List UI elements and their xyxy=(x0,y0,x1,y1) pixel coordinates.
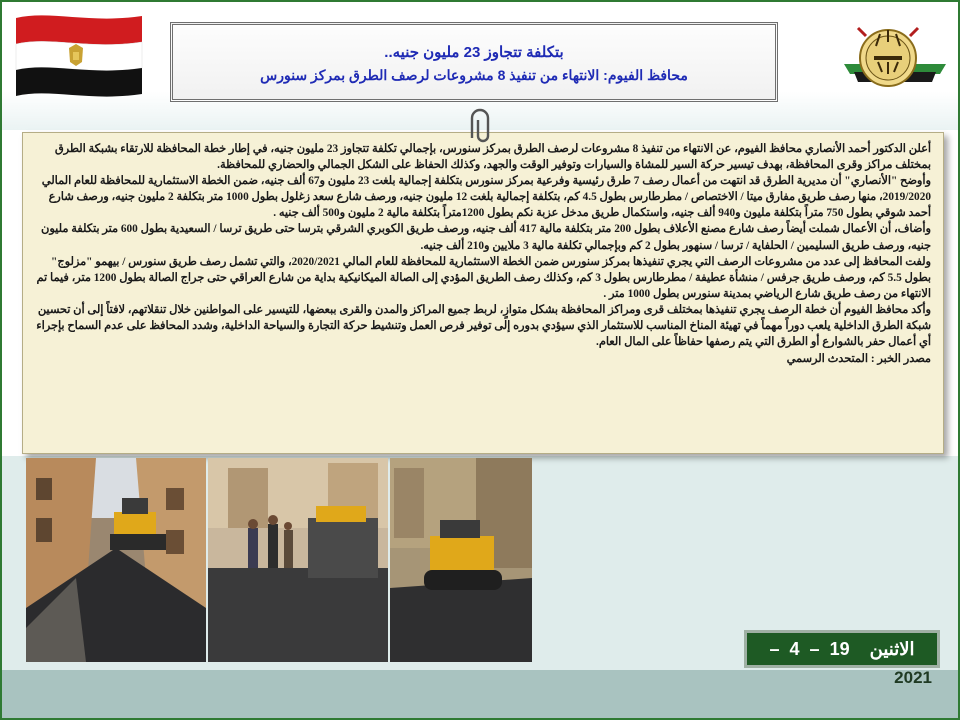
headline-line-1: بتكلفة تتجاوز 23 مليون جنيه.. xyxy=(384,44,564,61)
article-paragraph: وأكد محافظ الفيوم أن خطة الرصف يجري تنفيذها بمختلف قرى ومراكز المحافظة بشكل متوازٍ، لربط جميع المراكز والمدن والقرى ببعضها، للتيسير على المواطنين خلال تنقلاتهم، لافتاً إلى أن تحسين شبكة الطرق الداخلية يلعب دوراً مهماً في تهيئة المناخ المناسب للاستثمار الذي سيؤدي بدوره إلى توفير فرص العمل وتنشيط حركة التجارة والسياحة الداخلية، وشدد المحافظ على عدم السماح بإجراء أي أعمال حفر بالشوارع أو الطرق التي يتم رصفها حفاظاً على المال العام. xyxy=(36,303,931,349)
article-paragraph: وأوضح "الأنصاري" أن مديرية الطرق قد انتهت من أعمال رصف 7 طرق رئيسية وفرعية بمركز سنورس بتكلفة إجمالية بلغت 23 مليون و67 ألف جنيه، ضمن الخطة الاستثمارية للمحافظة للعام المالي 2019/2020، منها رصف طريق مفارق ميتا / الاختصاص / مطرطارس بطول 4.5 كم، بتكلفة إجمالية بلغت 12 مليون جنيه، ورصف شارع سعد زغلول بطول 1000 متر بتكلفة 2 مليون جنيه، ورصف شارع أحمد شوقي بطول 750 متراً بتكلفة مليون و940 ألف جنيه، واستكمال طريق مدخل عزبة نكم بطول 1200متراً بتكلفة مالية 2 مليون و500 ألف جنيه . xyxy=(41,175,931,220)
road-roller-photo xyxy=(390,458,532,662)
year: 2021 xyxy=(894,668,932,687)
paperclip-icon xyxy=(460,108,500,148)
article-paragraph: أعلن الدكتور أحمد الأنصاري محافظ الفيوم، عن الانتهاء من تنفيذ 8 مشروعات لرصف الطرق بمركز سنورس، بإجمالي تكلفة تتجاوز 23 مليون جنيه، في إطار خطة المحافظة للارتقاء بشبكة الطرق بمختلف مراكز وقرى المحافظة، بهدف تيسير حركة السير للمشاة والسيارات وتوفير الوقت والجهد، وكذلك الحفاظ على الشكل الجمالي والحضاري للمحافظة. xyxy=(54,143,931,172)
article-paragraph: وأضاف، أن الأعمال شملت أيضاً رصف شارع مصنع الأعلاف بطول 200 متر بتكلفة مالية 417 ألف جنيه، ورصف طريق الكوبري الشرقي بترسا حتى طريق ترسا / السعيدية بطول 600 متر بتكلفة مليون جنيه، ورصف طريق السليمين / الحلفاية / ترسا / سنهور بطول 2 كم وبإجمالي تكلفة مالية 3 ملايين و210 ألف جنيه. xyxy=(41,223,931,252)
date-box: الاثنين 19 – 4 – xyxy=(744,630,940,668)
egypt-flag-icon xyxy=(10,10,148,102)
article-paragraph: ولفت المحافظ إلى عدد من مشروعات الرصف التي يجري تنفيذها بمركز سنورس ضمن الخطة الاستثمارية للمحافظة للعام المالي 2020/2021، والتي تشمل رصف طريق سنورس / بيهمو "مزلوج" بطول 5.5 كم، ورصف طريق جرفس / منشأة عطيفة / مطرطارس بطول 3 كم، وكذلك رصف الطريق المؤدي إلى الصالة الميكانيكية بداية من شارع العراقي حتى جراج الصالة بطول 1200 متر، فيما تم الانتهاء من رصف طريق شارع الرياضي بمدينة سنورس بطول 1000 متر . xyxy=(36,255,931,300)
day-name: الاثنين xyxy=(869,639,915,659)
month-number: 4 xyxy=(789,639,800,659)
news-source: مصدر الخبر : المتحدث الرسمي xyxy=(786,353,931,366)
article-body xyxy=(22,132,944,454)
street-paving-photo xyxy=(26,458,206,662)
headline-line-2: محافظ الفيوم: الانتهاء من تنفيذ 8 مشروعات لرصف الطرق بمركز سنورس xyxy=(260,67,688,83)
fayoum-governorate-logo-icon xyxy=(840,12,950,102)
asphalt-paver-photo xyxy=(208,458,388,662)
footer-strip xyxy=(2,670,958,718)
headline-box xyxy=(170,22,778,102)
day-number: 19 xyxy=(829,639,850,659)
